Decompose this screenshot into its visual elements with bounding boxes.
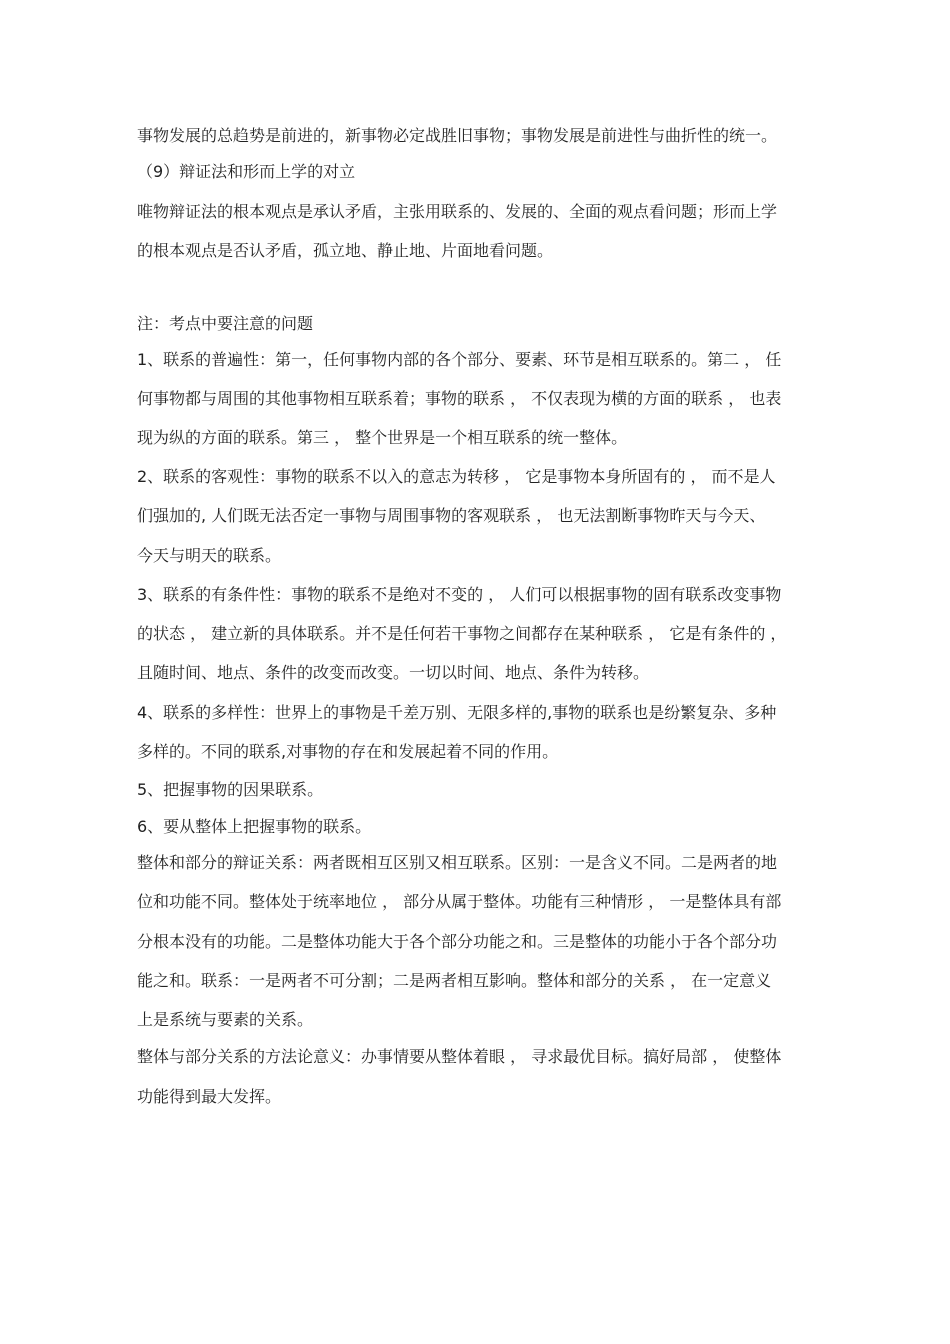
text-line: 1、联系的普遍性：第一，任何事物内部的各个部分、要素、环节是相互联系的。第二 ， 任 xyxy=(137,350,782,369)
text-line: 的状态 ， 建立新的具体联系。并不是任何若干事物之间都存在某种联系 ， 它是有条件的 ， xyxy=(137,624,787,643)
text-line: 何事物都与周围的其他事物相互联系着；事物的联系 ， 不仅表现为横的方面的联系 ， 也表 xyxy=(137,389,782,408)
text-line: 3、联系的有条件性：事物的联系不是绝对不变的 ， 人们可以根据事物的固有联系改变事物 xyxy=(137,585,782,604)
text-line: 功能得到最大发挥。 xyxy=(137,1087,282,1106)
text-line: 的根本观点是否认矛盾，孤立地、静止地、片面地看问题。 xyxy=(137,241,554,260)
text-line: 5、把握事物的因果联系。 xyxy=(137,780,324,799)
text-line: 位和功能不同。整体处于统率地位 ， 部分从属于整体。功能有三种情形 ， 一是整体具有部 xyxy=(137,892,782,911)
note-heading: 注：考点中要注意的问题 xyxy=(137,314,314,333)
text-line: 能之和。联系：一是两者不可分割；二是两者相互影响。整体和部分的关系 ， 在一定意义 xyxy=(137,971,772,990)
text-line: 们强加的, 人们既无法否定一事物与周围事物的客观联系 ， 也无法割断事物昨天与今天、 xyxy=(137,506,766,525)
text-line: 事物发展的总趋势是前进的，新事物必定战胜旧事物；事物发展是前进性与曲折性的统一。 xyxy=(137,126,778,145)
text-line: 整体与部分关系的方法论意义：办事情要从整体着眼 ， 寻求最优目标。搞好局部 ， 使整体 xyxy=(137,1047,782,1066)
text-line: 多样的。不同的联系,对事物的存在和发展起着不同的作用。 xyxy=(137,742,559,761)
text-line: 分根本没有的功能。二是整体功能大于各个部分功能之和。三是整体的功能小于各个部分功 xyxy=(137,932,778,951)
text-line: 6、要从整体上把握事物的联系。 xyxy=(137,817,372,836)
text-line: 整体和部分的辩证关系：两者既相互区别又相互联系。区别：一是含义不同。二是两者的地 xyxy=(137,853,778,872)
text-line: 上是系统与要素的关系。 xyxy=(137,1010,314,1029)
text-line: 唯物辩证法的根本观点是承认矛盾，主张用联系的、发展的、全面的观点看问题；形而上学 xyxy=(137,202,778,221)
text-line: 2、联系的客观性：事物的联系不以入的意志为转移 ， 它是事物本身所固有的 ， 而不是人 xyxy=(137,467,776,486)
text-line: 且随时间、地点、条件的改变而改变。一切以时间、地点、条件为转移。 xyxy=(137,663,650,682)
text-line: 现为纵的方面的联系。第三 ， 整个世界是一个相互联系的统一整体。 xyxy=(137,428,628,447)
text-line: 4、联系的多样性：世界上的事物是千差万别、无限多样的,事物的联系也是纷繁复杂、多种 xyxy=(137,703,777,722)
text-line: 今天与明天的联系。 xyxy=(137,546,282,565)
section-heading: （9）辩证法和形而上学的对立 xyxy=(137,162,356,181)
